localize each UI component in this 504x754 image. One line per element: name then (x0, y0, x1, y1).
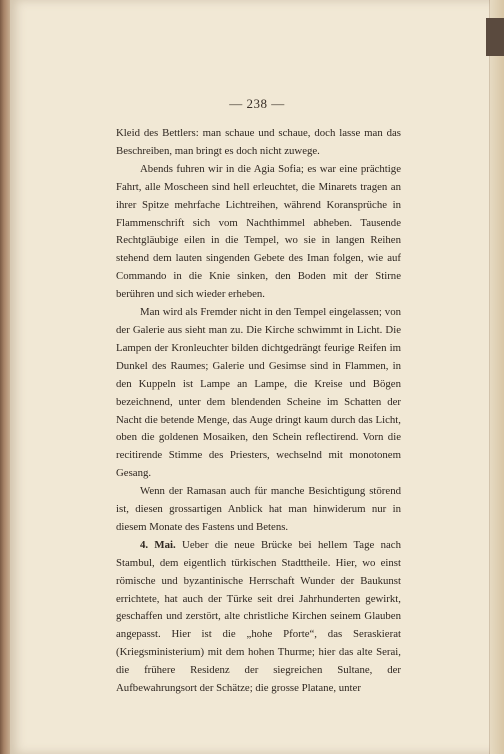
page-number: — 238 — (229, 96, 285, 111)
entry-text: Ueber die neue Brücke bei hellem Tage nach Stambul, dem eigentlich türkischen Stadttheile. Hier, wo einst römische und byzantinische Herrschaft Wunder der Baukunst errichtete, hat auch der Türke seit drei Jahrhunderten gewirkt, geschaffen und zerstört, alte christliche Kirchen seinem Glauben angepasst. Hier ist die „hohe Pforte“, das Seraskierat (Kriegsministerium) mit dem hohen Thurme; hier das alte Serai, die frühere Residenz der siegreichen Sultane, der Aufbewahrungsort der Schätze; die grosse Platane, unter (116, 538, 401, 695)
book-spine (0, 0, 10, 754)
paragraph: Kleid des Bettlers: man schaue und schaue, doch lasse man das Beschreiben, man bringt es doch nicht zuwege. (116, 127, 401, 157)
page-edge (490, 0, 504, 754)
book-page (10, 0, 504, 754)
paragraph: Abends fuhren wir in die Agia Sofia; es war eine prächtige Fahrt, alle Moscheen sind hell erleuchtet, die Minarets tragen an ihrer Spitze mehrfache Lichtreihen, während Koransprüche in Flammenschrift sich vom Nachthimmel abheben. Tausende Rechtgläubige eilen in die Tempel, wo sie in langen Reihen stehend dem lauten singenden Gebete des Iman folgen, wie auf Commando in die Knie sinken, den Boden mit der Stirne berühren und sich wieder erheben. (116, 162, 401, 301)
paragraph: Wenn der Ramasan auch für manche Besichtigung störend ist, diesen grossartigen Anblick hat man hinwiderum nur in diesem Monate des Fastens und Betens. (116, 485, 401, 533)
body-text (116, 125, 401, 698)
entry-date: 4. Mai. (140, 538, 176, 551)
paragraph: Man wird als Fremder nicht in den Tempel eingelassen; von der Galerie aus sieht man zu. Die Kirche schwimmt in Licht. Die Lampen der Kronleuchter bilden dichtgedrängt feurige Reifen im Dunkel des Raumes; Galerie und Gesimse sind in Flammen, in den Kuppeln ist Lampe an Lampe, die Kreise und Bögen bezeichnend, unter dem blendenden Scheine im Schatten der Nacht die betende Menge, das Auge dringt kaum durch das Licht, oben die goldenen Mosaiken, den Schein reflectirend. Vorn die recitirende Stimme des Priesters, wechselnd mit monotonem Gesang. (116, 306, 401, 480)
bookmark-tab (486, 18, 504, 56)
paragraph-dated-entry (116, 537, 401, 698)
